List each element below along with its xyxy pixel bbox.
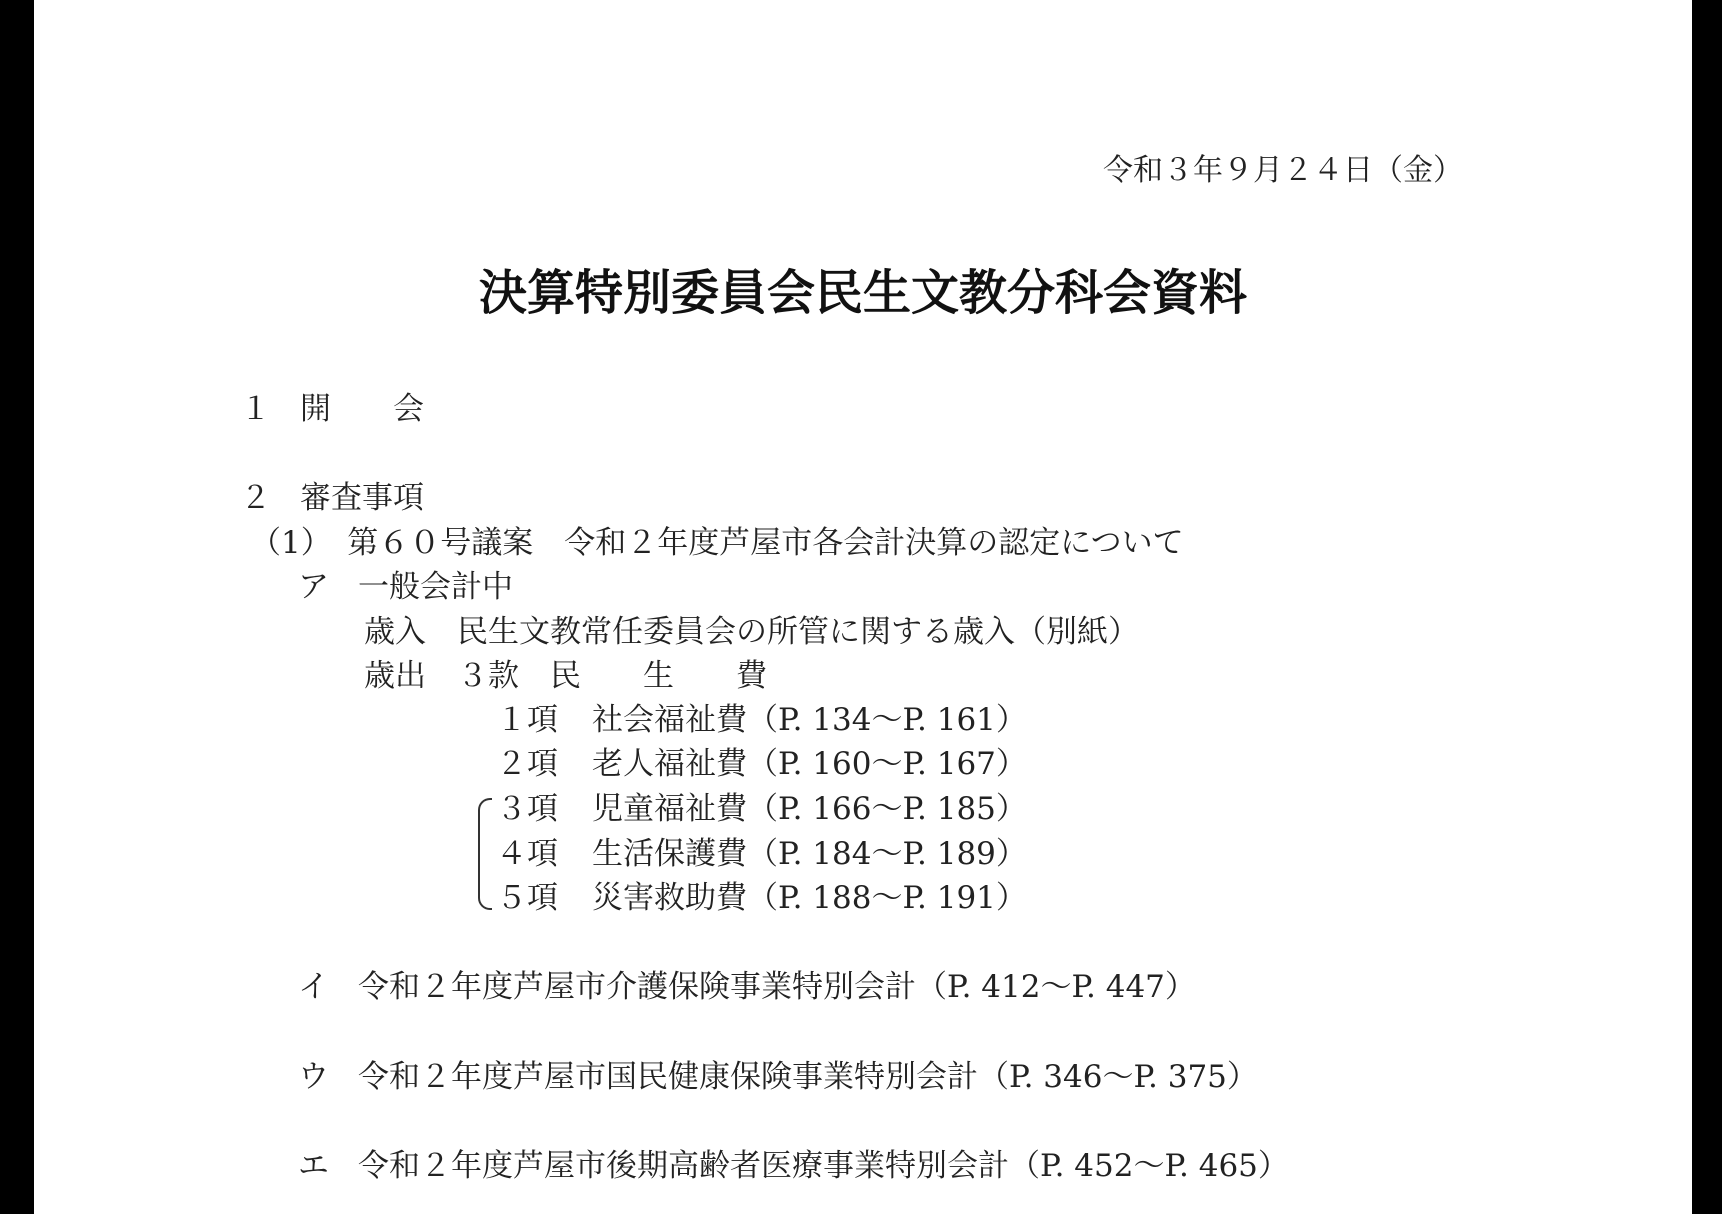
- document-title: 決算特別委員会民生文教分科会資料: [478, 265, 1247, 321]
- item-number: １項: [496, 702, 558, 738]
- item-name: 社会福祉費（P. 134～P. 161）: [592, 702, 1027, 738]
- section-opening: [240, 389, 424, 429]
- special-account: [298, 967, 1196, 1007]
- item-number: ５項: [496, 880, 558, 916]
- section-review: [240, 478, 424, 518]
- item-marker: エ: [298, 1148, 329, 1184]
- section-label: 審査事項: [300, 480, 424, 516]
- item-name: 老人福祉費（P. 160～P. 167）: [592, 746, 1027, 782]
- item-marker: ア: [298, 569, 329, 605]
- expenditure-item: [496, 878, 1027, 918]
- item-label: 令和２年度芦屋市国民健康保険事業特別会計（P. 346～P. 375）: [358, 1059, 1258, 1095]
- item-name: 災害救助費（P. 188～P. 191）: [592, 880, 1027, 916]
- document-page: [34, 0, 1692, 1214]
- item-name: 児童福祉費（P. 166～P. 185）: [592, 791, 1027, 827]
- expenditure-item: [496, 700, 1027, 740]
- item-marker: ウ: [298, 1059, 329, 1095]
- special-account: [298, 1057, 1258, 1097]
- special-account: [298, 1146, 1289, 1186]
- bracket-mark: [478, 798, 492, 910]
- item-number: ４項: [496, 836, 558, 872]
- section-number: １: [240, 391, 271, 427]
- section-label: 開 会: [300, 391, 424, 427]
- item-label: 一般会計中: [358, 569, 513, 605]
- expenditure-item: [496, 834, 1027, 874]
- agenda-item: （1） 第６０号議案 令和２年度芦屋市各会計決算の認定について: [250, 525, 1184, 561]
- item-marker: イ: [298, 969, 329, 1005]
- section-number: ２: [240, 480, 271, 516]
- expenditure-item: [496, 744, 1027, 784]
- general-account-heading: [298, 567, 513, 607]
- expenditure-line: 歳出 ３款 民 生 費: [364, 658, 767, 694]
- item-number: ３項: [496, 791, 558, 827]
- document-date: 令和３年９月２４日（金）: [1103, 153, 1463, 188]
- revenue-line: 歳入 民生文教常任委員会の所管に関する歳入（別紙）: [364, 614, 1139, 650]
- expenditure-item: [496, 789, 1027, 829]
- item-name: 生活保護費（P. 184～P. 189）: [592, 836, 1027, 872]
- item-label: 令和２年度芦屋市後期高齢者医療事業特別会計（P. 452～P. 465）: [358, 1148, 1289, 1184]
- item-number: ２項: [496, 746, 558, 782]
- item-label: 令和２年度芦屋市介護保険事業特別会計（P. 412～P. 447）: [358, 969, 1196, 1005]
